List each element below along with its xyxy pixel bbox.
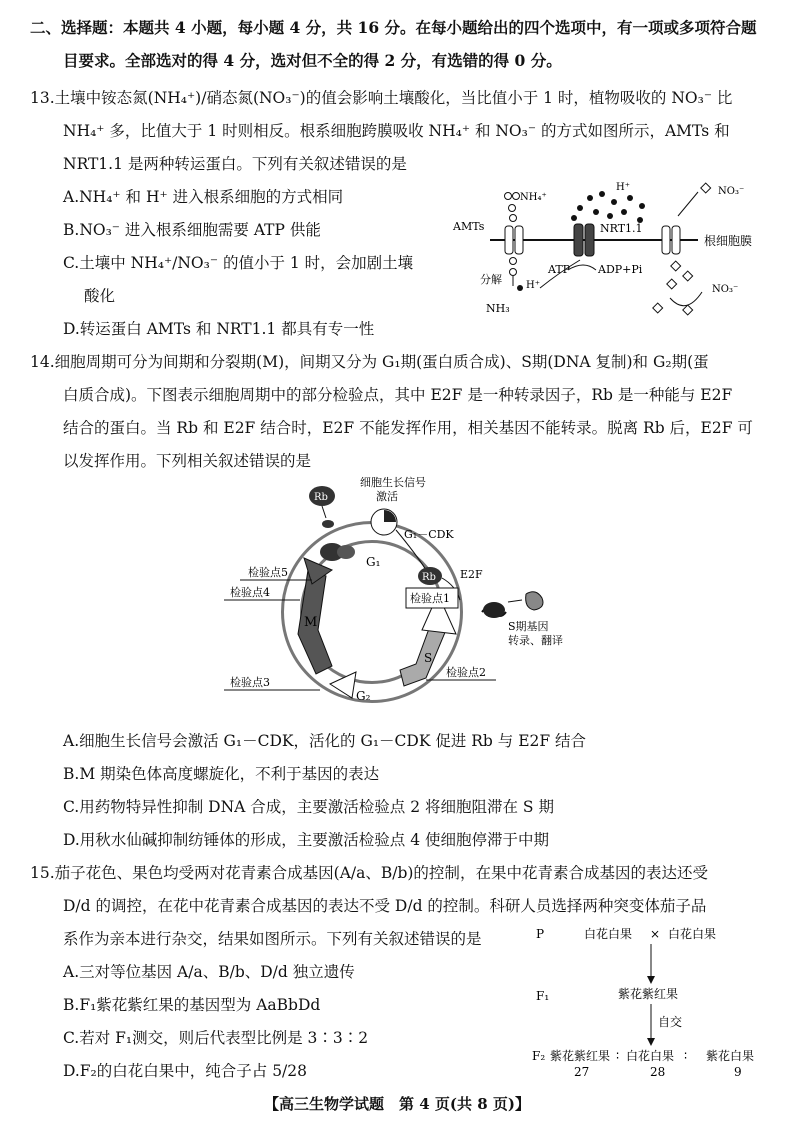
q14-stem-line3: 结合的蛋白。当 Rb 和 E2F 结合时，E2F 不能发挥作用，相关基因不能转录。脱离 Rb 后，E2F 可	[63, 419, 753, 437]
no3-ions-inside	[653, 261, 693, 315]
q15-option-c: C.若对 F₁测交，则后代表型比例是 3∶3∶2	[63, 1029, 369, 1047]
nh4-ions-outside	[505, 193, 520, 222]
no3-inside-arrow	[670, 292, 702, 306]
page-footer: 【高三生物学试题 第 4 页(共 8 页)】	[264, 1095, 530, 1113]
q15-stem-line1: 15.茄子花色、果色均受两对花青素合成基因(A/a、B/b)的控制，在果中花青素合成基因的表达还受	[30, 864, 708, 882]
q15-stem-line3: 系作为亲本进行杂交，结果如图所示。下列有关叙述错误的是	[63, 930, 482, 948]
p-left-phenotype: 白花白果	[584, 927, 633, 941]
no3-inside-label: NO₃⁻	[712, 284, 739, 295]
nh4-top-label: NH₄⁺	[520, 192, 547, 203]
q13-stem-line3: NRT1.1 是两种转运蛋白。下列有关叙述错误的是	[63, 155, 407, 173]
e2f-label: E2F	[460, 568, 483, 581]
q15-cross-diagram	[530, 918, 780, 1080]
g1-label: G₁	[366, 555, 381, 569]
e2f-bound-left	[337, 545, 355, 559]
f2-colon-2: ∶	[684, 1049, 688, 1063]
f2-phenotype-a: 紫花紫红果	[550, 1049, 611, 1063]
g2-label: G₂	[356, 689, 371, 703]
f2-count-a: 27	[574, 1065, 590, 1079]
q15-option-b: B.F₁紫花紫红果的基因型为 AaBbDd	[63, 996, 321, 1014]
q13-option-b: B.NO₃⁻ 进入根系细胞需要 ATP 供能	[63, 221, 321, 239]
g1-cdk-dark-half	[384, 510, 396, 522]
adp-label: ADP+Pi	[598, 263, 643, 276]
no3-top-label: NO₃⁻	[718, 186, 745, 197]
nh4-ions-inside	[510, 258, 517, 276]
checkpoint-5-label: 检验点5	[248, 566, 288, 579]
selfing-label: 自交	[658, 1015, 683, 1029]
q13-option-c-line2: 酸化	[84, 287, 116, 305]
atp-label: ATP	[548, 263, 571, 276]
checkpoint-4-label: 检验点4	[230, 586, 270, 599]
f2-count-c: 9	[734, 1065, 742, 1079]
protein-product	[526, 592, 543, 610]
rb-arrow-top	[322, 506, 326, 518]
nh3-label: NH₃	[486, 302, 510, 315]
q15-stem-line2: D/d 的调控，在花中花青素合成基因的表达不受 D/d 的控制。科研人员选择两种突变体茄子品	[63, 897, 707, 915]
q14-cell-cycle-diagram	[220, 474, 600, 724]
growth-signal-label-2: 激活	[376, 490, 398, 503]
q13-option-c-line1: C.土壤中 NH₄⁺/NO₃⁻ 的值小于 1 时，会加剧土壤	[63, 254, 414, 272]
q15-option-a: A.三对等位基因 A/a、B/b、D/d 独立遗传	[63, 963, 355, 981]
membrane-label: 根细胞膜	[704, 234, 753, 248]
m-label: M	[304, 615, 318, 630]
section-heading-line1: 二、选择题：本题共 4 小题，每小题 4 分，共 16 分。在每小题给出的四个选项中，有一项或多项符合题	[30, 18, 757, 37]
fenjie-label: 分解	[480, 273, 502, 286]
e2f-on-dna	[483, 602, 505, 618]
p-right-phenotype: 白花白果	[668, 927, 717, 941]
h-top-label: H⁺	[616, 182, 630, 193]
f1-phenotype: 紫花紫红果	[618, 987, 679, 1001]
q14-option-d: D.用秋水仙碱抑制纺锤体的形成，主要激活检验点 4 使细胞停滞于中期	[63, 831, 550, 849]
no3-arrow-in	[678, 192, 698, 216]
s-label: S	[424, 651, 433, 665]
f1-to-f2-arrowhead	[647, 1038, 655, 1046]
f1-label: F₁	[536, 989, 550, 1003]
q15-option-d: D.F₂的白花白果中，纯合子占 5/28	[63, 1062, 308, 1080]
checkpoint-1-label: 检验点1	[410, 592, 450, 605]
checkpoint-2-label: 检验点2	[446, 666, 486, 679]
q14-option-b: B.M 期染色体高度螺旋化，不利于基因的表达	[63, 765, 380, 783]
no3-ion-outside	[701, 183, 711, 193]
transcription-arrow	[508, 600, 522, 602]
cross-symbol: ×	[650, 927, 661, 941]
f2-phenotype-b: 白花白果	[626, 1049, 675, 1063]
checkpoint-3-label: 检验点3	[230, 676, 270, 689]
f2-count-b: 28	[650, 1065, 666, 1079]
q14-option-c: C.用药物特异性抑制 DNA 合成，主要激活检验点 2 将细胞阻滞在 S 期	[63, 798, 554, 816]
f2-label: F₂	[532, 1049, 546, 1063]
s-gene-label-1: S期基因	[508, 620, 549, 633]
q14-option-a: A.细胞生长信号会激活 G₁－CDK，活化的 G₁－CDK 促进 Rb 与 E2F 结合	[63, 732, 587, 750]
nrt-label: NRT1.1	[600, 222, 643, 235]
f2-phenotype-c: 紫花白果	[706, 1049, 755, 1063]
q13-membrane-diagram	[440, 176, 790, 326]
atp-adp-arrow	[568, 265, 596, 270]
rb-label-right: Rb	[422, 572, 436, 583]
amts-label: AMTs	[453, 220, 485, 233]
growth-signal-label-1: 细胞生长信号	[360, 476, 426, 489]
h-ion-inside-dot	[517, 285, 523, 291]
section-heading-line2: 目要求。全部选对的得 4 分，选对但不全的得 2 分，有选错的得 0 分。	[63, 51, 562, 70]
q13-option-d: D.转运蛋白 AMTs 和 NRT1.1 都具有专一性	[63, 320, 375, 338]
rb-label-top: Rb	[314, 492, 328, 503]
h-inside-label: H⁺	[526, 280, 540, 291]
q13-stem-line2: NH₄⁺ 多，比值大于 1 时则相反。根系细胞跨膜吸收 NH₄⁺ 和 NO₃⁻ 的方式如图所示，AMTs 和	[63, 122, 730, 140]
q14-stem-line2: 白质合成)。下图表示细胞周期中的部分检验点，其中 E2F 是一种转录因子，Rb 是一种能与 E2F	[63, 386, 733, 404]
q14-stem-line4: 以发挥作用。下列相关叙述错误的是	[63, 452, 312, 470]
q13-option-a: A.NH₄⁺ 和 H⁺ 进入根系细胞的方式相同	[63, 188, 344, 206]
s-gene-label-2: 转录、翻译	[508, 634, 563, 647]
q14-stem-line1: 14.细胞周期可分为间期和分裂期(M)，间期又分为 G₁期(蛋白质合成)、S期(DNA 复制)和 G₂期(蛋	[30, 353, 709, 371]
q13-stem-line1: 13.土壤中铵态氮(NH₄⁺)/硝态氮(NO₃⁻)的值会影响土壤酸化，当比值小于 1 时，植物吸收的 NO₃⁻ 比	[30, 89, 733, 107]
f2-colon-1: ∶	[616, 1049, 620, 1063]
h-ions-outside	[571, 191, 645, 223]
p-to-f1-arrowhead	[647, 976, 655, 984]
g1-cdk-label: G₁－CDK	[404, 528, 454, 541]
p-label: P	[536, 927, 545, 941]
rb-small-blob	[322, 520, 334, 528]
